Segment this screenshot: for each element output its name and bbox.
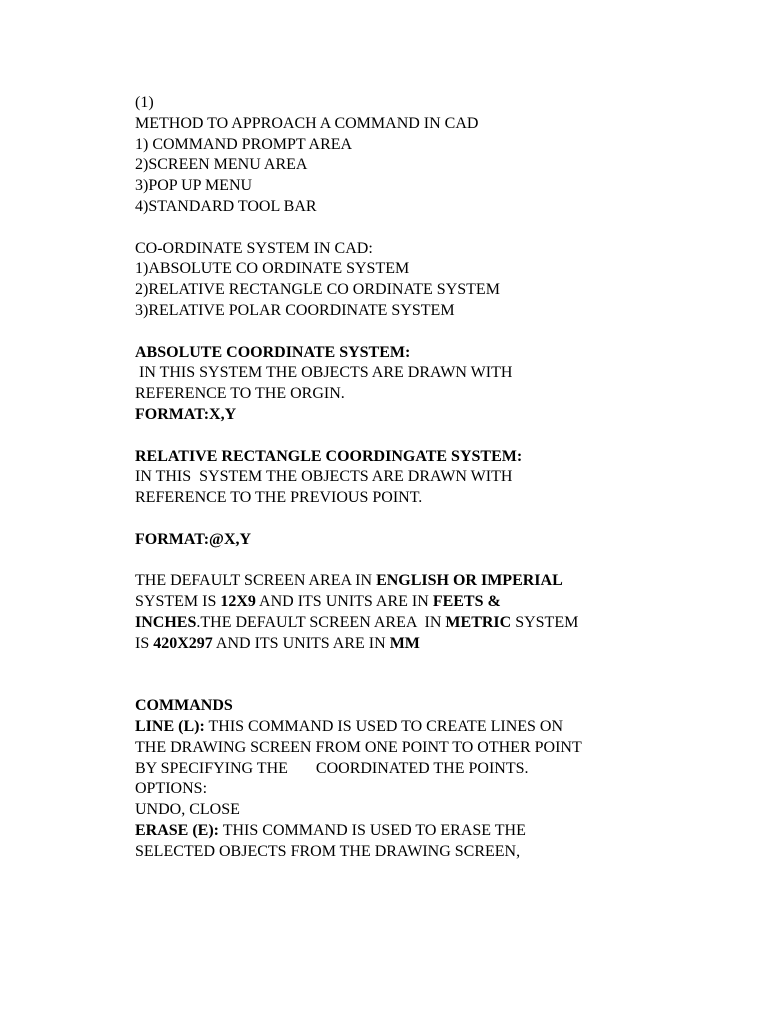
absolute-format <box>135 405 655 426</box>
screen-area-text: .THE DEFAULT SCREEN AREA IN <box>196 613 446 631</box>
spacer <box>135 551 655 572</box>
relative-description: IN THIS SYSTEM THE OBJECTS ARE DRAWN WITH <box>135 468 513 486</box>
methods-heading: METHOD TO APPROACH A COMMAND IN CAD <box>135 114 479 132</box>
screen-area-emphasis: ENGLISH OR IMPERIAL <box>376 572 563 590</box>
line-command-name: LINE (L): <box>135 717 205 735</box>
method-item: 4)STANDARD TOOL BAR <box>135 197 317 215</box>
coordinate-system-item: 3)RELATIVE POLAR COORDINATE SYSTEM <box>135 301 455 319</box>
screen-area-line <box>135 571 655 592</box>
spacer <box>135 218 655 239</box>
screen-area-emphasis: MM <box>389 634 420 652</box>
screen-area-line <box>135 634 655 655</box>
relative-description: REFERENCE TO THE PREVIOUS POINT. <box>135 489 423 507</box>
relative-format <box>135 530 655 551</box>
line-command-text: THIS COMMAND IS USED TO CREATE LINES ON <box>204 717 564 735</box>
absolute-heading-text: ABSOLUTE COORDINATE SYSTEM: <box>135 343 411 361</box>
coordinate-systems-heading: CO-ORDINATE SYSTEM IN CAD: <box>135 239 373 257</box>
commands-heading-text: COMMANDS <box>135 697 233 715</box>
relative-heading <box>135 447 655 468</box>
line-command-text: BY SPECIFYING THE COORDINATED THE POINTS. <box>135 759 529 777</box>
erase-command-text: THIS COMMAND IS USED TO ERASE THE <box>219 821 526 839</box>
method-item: 3)POP UP MENU <box>135 177 253 195</box>
spacer <box>135 655 655 676</box>
erase-command-name: ERASE (E): <box>135 821 220 839</box>
line-command <box>135 717 655 738</box>
screen-area-text: IS <box>135 634 154 652</box>
screen-area-line <box>135 613 655 634</box>
relative-format-text: FORMAT:@X,Y <box>135 530 252 548</box>
line-options-label: OPTIONS: <box>135 780 208 798</box>
screen-area-text: SYSTEM <box>511 613 579 631</box>
method-item: 2)SCREEN MENU AREA <box>135 156 308 174</box>
screen-area-emphasis: INCHES <box>135 613 197 631</box>
line-options: UNDO, CLOSE <box>135 801 240 819</box>
document-body <box>135 93 655 862</box>
screen-area-emphasis: 420X297 <box>153 634 213 652</box>
coordinate-system-item: 2)RELATIVE RECTANGLE CO ORDINATE SYSTEM <box>135 281 500 299</box>
erase-command-text: SELECTED OBJECTS FROM THE DRAWING SCREEN, <box>135 842 521 860</box>
screen-area-text: THE DEFAULT SCREEN AREA IN <box>135 572 377 590</box>
screen-area-text: AND ITS UNITS ARE IN <box>255 593 433 611</box>
coordinate-system-item: 1)ABSOLUTE CO ORDINATE SYSTEM <box>135 260 410 278</box>
spacer <box>135 426 655 447</box>
screen-area-emphasis: 12X9 <box>220 593 256 611</box>
line-command-text: THE DRAWING SCREEN FROM ONE POINT TO OTHER POINT <box>135 738 582 756</box>
absolute-heading <box>135 343 655 364</box>
absolute-description: REFERENCE TO THE ORGIN. <box>135 385 345 403</box>
relative-heading-text: RELATIVE RECTANGLE COORDINGATE SYSTEM: <box>135 447 523 465</box>
method-item: 1) COMMAND PROMPT AREA <box>135 135 353 153</box>
screen-area-emphasis: METRIC <box>445 613 512 631</box>
absolute-description: IN THIS SYSTEM THE OBJECTS ARE DRAWN WITH <box>135 364 513 382</box>
screen-area-text: AND ITS UNITS ARE IN <box>212 634 390 652</box>
spacer <box>135 509 655 530</box>
screen-area-text: SYSTEM IS <box>135 593 221 611</box>
commands-heading <box>135 696 655 717</box>
section-number: (1) <box>135 94 154 111</box>
screen-area-line <box>135 592 655 613</box>
absolute-format-text: FORMAT:X,Y <box>135 405 237 423</box>
spacer <box>135 675 655 696</box>
screen-area-emphasis: FEETS & <box>432 593 501 611</box>
spacer <box>135 322 655 343</box>
erase-command <box>135 821 655 842</box>
